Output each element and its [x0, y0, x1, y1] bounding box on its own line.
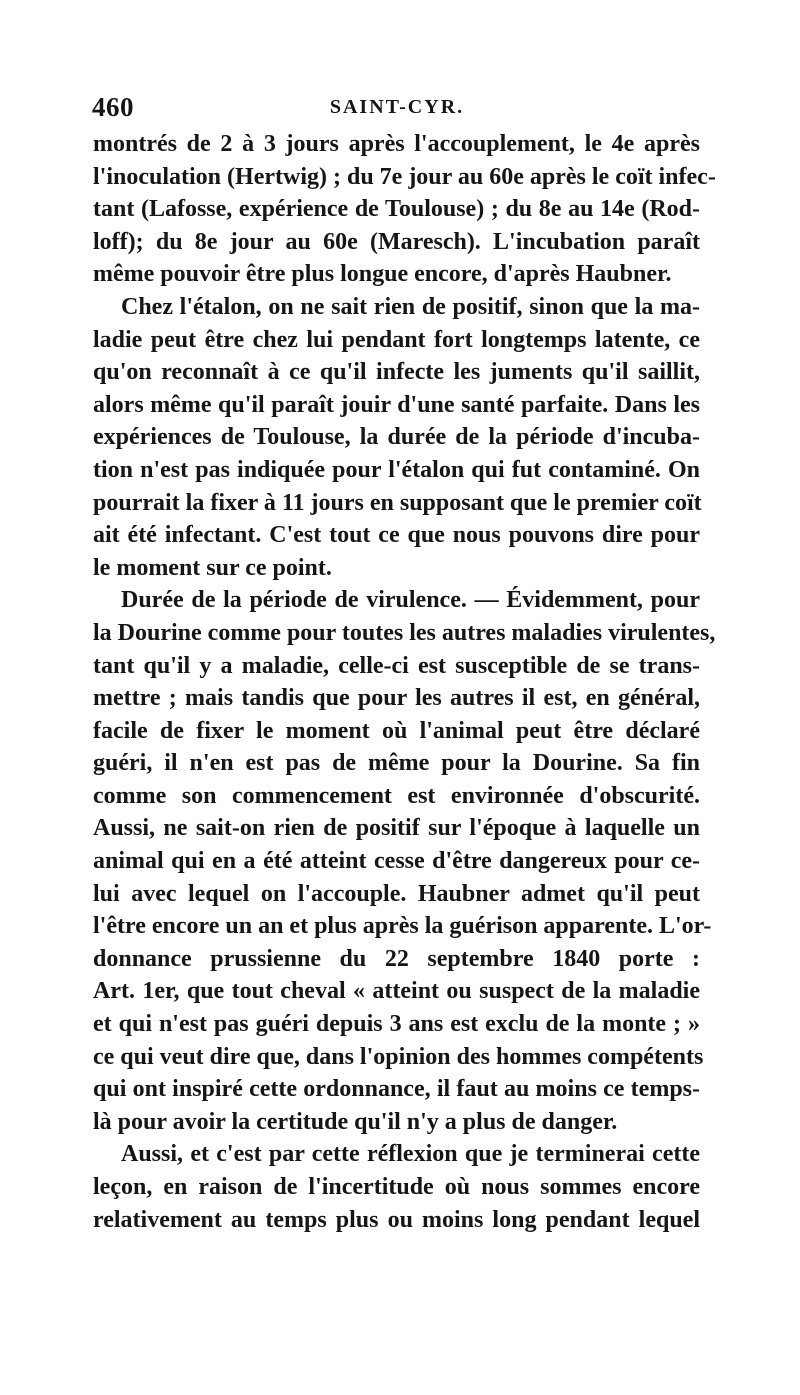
body-text: [93, 128, 716, 1236]
text-line: là pour avoir la certitude qu'il n'y a plus de danger.: [93, 1108, 618, 1135]
text-line: alors même qu'il paraît jouir d'une santé parfaite. Dans les: [93, 391, 700, 418]
text-line: expériences de Toulouse, la durée de la période d'incuba-: [93, 424, 700, 451]
text-line: l'être encore un an et plus après la guérison apparente. L'or-: [93, 913, 712, 940]
text-line: ait été infectant. C'est tout ce que nous pouvons dire pour: [93, 522, 700, 549]
page-number: 460: [92, 92, 134, 122]
text-line: la Dourine comme pour toutes les autres maladies virulentes,: [93, 619, 716, 646]
text-line: et qui n'est pas guéri depuis 3 ans est exclu de la monte ; »: [93, 1011, 700, 1038]
text-line: facile de fixer le moment où l'animal peut être déclaré: [93, 717, 700, 744]
paragraph-start-line: Chez l'étalon, on ne sait rien de positif, sinon que la ma-: [121, 293, 700, 320]
text-line: mettre ; mais tandis que pour les autres il est, en général,: [93, 685, 700, 712]
text-line: ce qui veut dire que, dans l'opinion des hommes compétents: [93, 1043, 704, 1070]
text-line: pourrait la fixer à 11 jours en supposant que le premier coït: [93, 489, 702, 516]
text-line: qui ont inspiré cette ordonnance, il faut au moins ce temps-: [93, 1076, 700, 1103]
text-line: ladie peut être chez lui pendant fort longtemps latente, ce: [93, 326, 700, 353]
text-line: tant (Lafosse, expérience de Toulouse) ; du 8e au 14e (Rod-: [93, 196, 700, 223]
text-line: tant qu'il y a maladie, celle-ci est susceptible de se trans-: [93, 652, 700, 679]
text-line: montrés de 2 à 3 jours après l'accouplement, le 4e après: [93, 131, 700, 157]
text-line: qu'on reconnaît à ce qu'il infecte les juments qu'il saillit,: [93, 359, 700, 386]
page-header: [92, 92, 702, 132]
text-line: relativement au temps plus ou moins long pendant lequel: [93, 1206, 700, 1233]
text-line: Aussi, ne sait-on rien de positif sur l'époque à laquelle un: [93, 815, 700, 842]
text-line: tion n'est pas indiquée pour l'étalon qui fut contaminé. On: [93, 456, 700, 483]
paragraph-start-line: Aussi, et c'est par cette réflexion que je terminerai cette: [121, 1141, 700, 1168]
text-line: lui avec lequel on l'accouple. Haubner admet qu'il peut: [93, 880, 700, 907]
text-line: comme son commencement est environnée d'obscurité.: [93, 782, 700, 809]
text-line: animal qui en a été atteint cesse d'être dangereux pour ce-: [93, 848, 700, 875]
text-line: loff); du 8e jour au 60e (Maresch). L'incubation paraît: [93, 228, 700, 255]
text-line: donnance prussienne du 22 septembre 1840 porte :: [93, 945, 700, 972]
section-heading-line: Durée de la période de virulence. — Évidemment, pour: [121, 587, 700, 614]
text-line: le moment sur ce point.: [93, 554, 332, 581]
text-line: guéri, il n'en est pas de même pour la Dourine. Sa fin: [93, 750, 700, 777]
text-line: Art. 1er, que tout cheval « atteint ou suspect de la maladie: [93, 978, 700, 1005]
running-head: SAINT-CYR.: [329, 96, 465, 118]
text-line: leçon, en raison de l'incertitude où nous sommes encore: [93, 1174, 700, 1200]
text-line: même pouvoir être plus longue encore, d'après Haubner.: [93, 261, 672, 288]
text-line: l'inoculation (Hertwig) ; du 7e jour au 60e après le coït infec-: [93, 163, 716, 190]
